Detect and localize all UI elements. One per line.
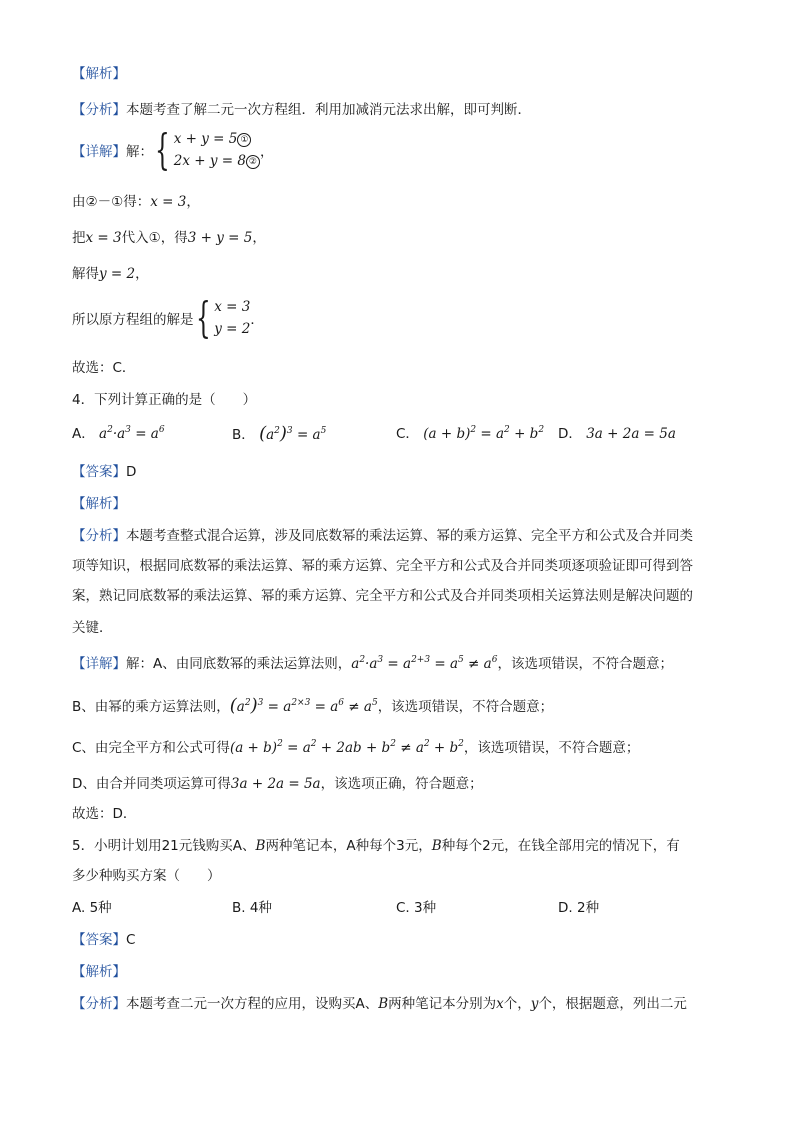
q4-final-answer: 故选：D．	[72, 806, 137, 822]
fenxi-tag: 【分析】	[72, 996, 126, 1012]
step1-tail: ，	[186, 194, 200, 210]
equation-1: x + y = 5	[173, 131, 238, 147]
left-brace: {	[155, 125, 170, 174]
detail-a-tail: ，该选项错误，不符合题意；	[497, 656, 673, 672]
q5-answer-line	[72, 930, 135, 950]
q4-option-d	[558, 424, 676, 444]
q5-stem-b-var: B	[255, 838, 266, 854]
q4-answer-line	[72, 462, 136, 482]
fenxi-text-a: 本题考查二元一次方程的应用，设购买A、	[126, 996, 379, 1012]
q4-option-a	[72, 424, 165, 444]
q5-stem-b: 两种笔记本，A种每个3元，	[265, 838, 432, 854]
jiexi-heading-q4: 【解析】	[72, 496, 126, 512]
q5-option-a: A. 5种	[72, 900, 112, 916]
step3-tail: ，	[135, 266, 149, 282]
q4-detail-c	[72, 738, 639, 758]
fenxi-tag: 【分析】	[72, 102, 126, 118]
step1-math: x = 3	[150, 194, 187, 210]
q5-fenxi-line	[72, 994, 687, 1014]
q5-stem-line-2: 多少种购买方案（ ）	[72, 868, 221, 884]
option-c-expr: $(a + b)^2 = a^2 + b^2$	[418, 425, 545, 442]
q4-fenxi-line-1	[72, 526, 693, 546]
system-tail: ，	[259, 144, 274, 160]
step2-math2: 3 + y = 5	[187, 230, 253, 246]
fenxi-text-c: 个，	[503, 996, 531, 1012]
fenxi-text: 本题考查了解二元一次方程组．利用加减消元法求出解，即可判断．	[126, 102, 531, 118]
answer-tag: 【答案】	[72, 932, 126, 948]
detail-a-math: $a^2\cdot a^3 = a^{2+3} = a^5 \ne a^6$	[351, 655, 498, 672]
jiexi-heading-q5: 【解析】	[72, 964, 126, 980]
step1-line	[72, 192, 200, 212]
left-brace: {	[195, 293, 211, 342]
equation-2: 2x + y = 8	[173, 153, 246, 169]
option-b-expr: $(a^2)^3 = a^5$	[259, 423, 327, 444]
answer-value: C	[126, 932, 136, 948]
detail-c-math: $(a + b)^2 = a^2 + 2ab + b^2 \ne a^2 + b^2$	[229, 739, 464, 756]
fenxi-text-b: 两种笔记本分别为	[388, 996, 497, 1012]
answer-value: D	[126, 464, 137, 480]
q4-option-b	[232, 424, 326, 445]
fenxi-text-d: 个，根据题意，列出二元	[538, 996, 687, 1012]
step3-text: 解得	[72, 266, 99, 282]
q4-fenxi-line-4: 关键．	[72, 620, 113, 636]
solution-text: 所以原方程组的解是	[72, 312, 194, 328]
xiangjie-tag: 【详解】	[72, 144, 126, 160]
option-a-label: A．	[72, 426, 95, 442]
detail-b-math: $(a^2)^3 = a^{2\times 3} = a^6 \ne a^5$	[229, 695, 378, 716]
jiexi-heading-q3: 【解析】	[72, 66, 126, 82]
detail-d-text: D、由合并同类项运算可得	[72, 776, 231, 792]
equation-system	[174, 128, 260, 172]
q4-option-c	[396, 424, 544, 444]
fenxi-x-var: x	[496, 996, 504, 1012]
detail-a-text: 解：A、由同底数幂的乘法运算法则，	[126, 656, 352, 672]
detail-c-text: C、由完全平方和公式可得	[72, 740, 230, 756]
q5-stem-b-var-2: B	[431, 838, 442, 854]
option-b-label: B．	[232, 427, 255, 443]
fenxi-tag: 【分析】	[72, 528, 126, 544]
q4-fenxi-line-3: 案，熟记同底数幂的乘法运算、幂的乘方运算、完全平方和公式及合并同类项相关运算法则是解决问题的	[72, 588, 693, 604]
q5-stem-a: 5．小明计划用21元钱购买A、	[72, 838, 256, 854]
solution-y: y = 2	[214, 321, 251, 337]
step3-line	[72, 264, 149, 284]
q4-detail-b	[72, 696, 553, 717]
q5-stem-line-1	[72, 836, 680, 856]
fenxi-text-1: 本题考查整式混合运算，涉及同底数幂的乘法运算、幂的乘方运算、完全平方和公式及合并同类	[126, 528, 693, 544]
q4-detail-d	[72, 774, 483, 794]
option-a-expr: $a^2\cdot a^3 = a^6$	[94, 425, 165, 442]
q4-stem: 4．下列计算正确的是（ ）	[72, 392, 257, 408]
solution-line	[72, 293, 264, 342]
solution-system	[214, 296, 250, 340]
step2-text-b: 代入①，得	[121, 230, 188, 246]
detail-b-text: B、由幂的乘方运算法则，	[72, 699, 230, 715]
detail-d-math: 3a + 2a = 5a	[230, 776, 321, 792]
circle-2-mark: ②	[246, 155, 260, 169]
xiangjie-tag: 【详解】	[72, 656, 126, 672]
fenxi-line-q3	[72, 100, 531, 120]
step3-math: y = 2	[99, 266, 136, 282]
step2-math: x = 3	[85, 230, 122, 246]
answer-tag: 【答案】	[72, 464, 126, 480]
detail-d-tail: ，该选项正确，符合题意；	[320, 776, 483, 792]
option-d-expr: 3a + 2a = 5a	[586, 426, 676, 442]
step2-text-a: 把	[72, 230, 86, 246]
step1-text: 由②－①得：	[72, 194, 151, 210]
option-d-label: D．	[558, 426, 582, 442]
q3-answer-line: 故选：C．	[72, 360, 136, 376]
q5-option-c: C. 3种	[396, 900, 437, 916]
q5-stem-c: 种每个2元，在钱全部用完的情况下，有	[441, 838, 680, 854]
solution-tail: ．	[250, 312, 264, 328]
option-c-label: C．	[396, 426, 419, 442]
detail-b-tail: ，该选项错误，不符合题意；	[377, 699, 554, 715]
q4-detail-a	[72, 654, 673, 674]
step2-tail: ，	[252, 230, 266, 246]
step2-line	[72, 228, 266, 248]
fenxi-b-var: B	[378, 996, 389, 1012]
jie-label: 解：	[126, 144, 153, 160]
solution-x: x = 3	[214, 299, 251, 315]
fenxi-y-var: y	[530, 996, 539, 1012]
q5-option-b: B. 4种	[232, 900, 272, 916]
xiangjie-system-line	[72, 125, 274, 174]
q5-option-d: D. 2种	[558, 900, 600, 916]
circle-1-mark: ①	[237, 133, 251, 147]
q4-fenxi-line-2: 项等知识，根据同底数幂的乘法运算、幂的乘方运算、完全平方和公式及合并同类项逐项验证即可得到答	[72, 558, 693, 574]
detail-c-tail: ，该选项错误，不符合题意；	[463, 740, 640, 756]
